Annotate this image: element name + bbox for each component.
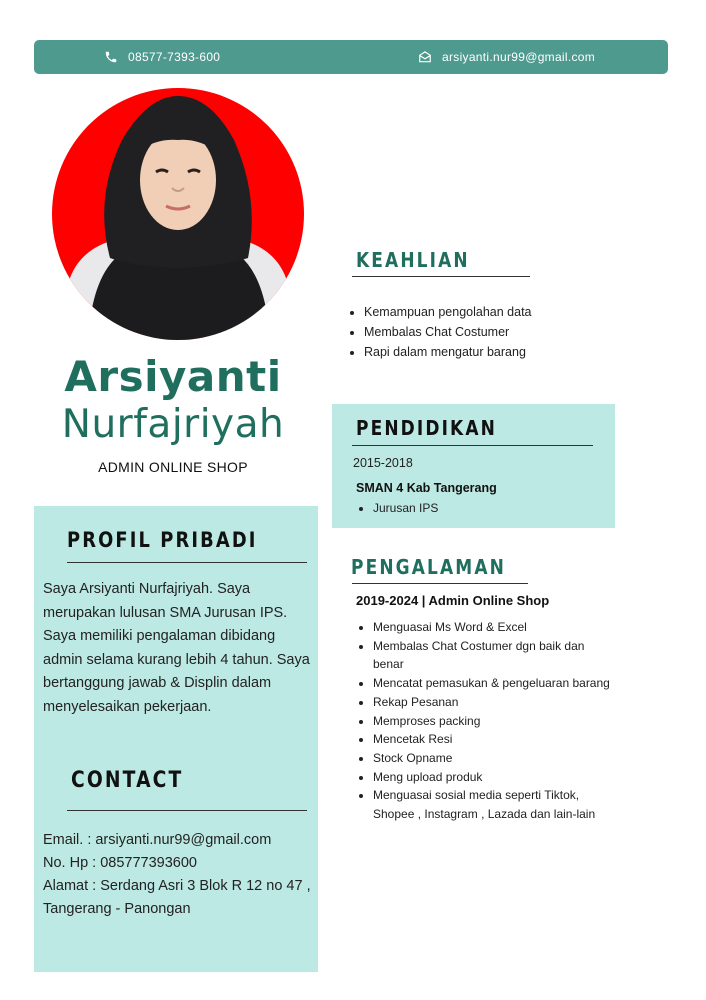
contact-list [43,829,318,921]
pengalaman-role: 2019-2024 | Admin Online Shop [356,593,550,608]
header-phone-text: 08577-7393-600 [128,50,221,64]
pendidikan-years: 2015-2018 [353,456,413,470]
pengalaman-title: PENGALAMAN [351,555,506,579]
list-item: • Jurusan IPS [373,499,438,517]
contact-address: Alamat : Serdang Asri 3 Blok R 12 no 47 , Tangerang - Panongan [43,878,311,917]
keahlian-title: KEAHLIAN [356,248,470,272]
name-last: Nurfajriyah [61,402,285,447]
keahlian-list [344,302,664,362]
list-item: • Mencetak Resi [373,730,613,749]
profil-text: Saya Arsiyanti Nurfajriyah. Saya merupakan lulusan SMA Jurusan IPS. Saya memiliki pengalaman dibidang admin selama kurang lebih 4 tahun. Saya bertanggung jawab & Displin dalam menyelesaikan pekerjaan. [43,581,310,715]
profil-title: PROFIL PRIBADI [67,528,258,552]
header-email-text: arsiyanti.nur99@gmail.com [442,50,596,64]
pengalaman-list [353,618,613,824]
pendidikan-list [353,499,438,517]
header-phone [104,40,220,74]
list-item: • Stock Opname [373,749,613,768]
contact-phone: No. Hp : 085777393600 [43,855,197,871]
name-first: Arsiyanti [64,352,282,401]
contact-divider [67,810,307,811]
envelope-icon [418,50,432,64]
pengalaman-divider [352,583,528,584]
profile-photo [52,88,304,340]
pendidikan-divider [352,445,593,446]
header-email [418,40,595,74]
list-item: • Menguasai Ms Word & Excel [373,618,613,637]
list-item: • Kemampuan pengolahan data [364,302,664,322]
job-title: ADMIN ONLINE SHOP [98,459,248,475]
list-item: • Membalas Chat Costumer dgn baik dan benar [373,637,613,674]
list-item: • Mencatat pemasukan & pengeluaran barang [373,674,613,693]
keahlian-divider [352,276,530,277]
list-item: • Rapi dalam mengatur barang [364,342,664,362]
contact-email: Email. : arsiyanti.nur99@gmail.com [43,832,272,848]
list-item: • Membalas Chat Costumer [364,322,664,342]
list-item: • Rekap Pesanan [373,693,613,712]
list-item: • Menguasai sosial media seperti Tiktok, Shopee , Instagram , Lazada dan lain-lain [373,786,613,823]
pendidikan-title: PENDIDIKAN [356,416,497,440]
phone-icon [104,50,118,64]
contact-header-bar [34,40,668,74]
list-item: • Memproses packing [373,712,613,731]
contact-title: CONTACT [71,768,184,793]
profil-divider [67,562,307,563]
pendidikan-school: SMAN 4 Kab Tangerang [356,481,497,495]
list-item: • Meng upload produk [373,768,613,787]
